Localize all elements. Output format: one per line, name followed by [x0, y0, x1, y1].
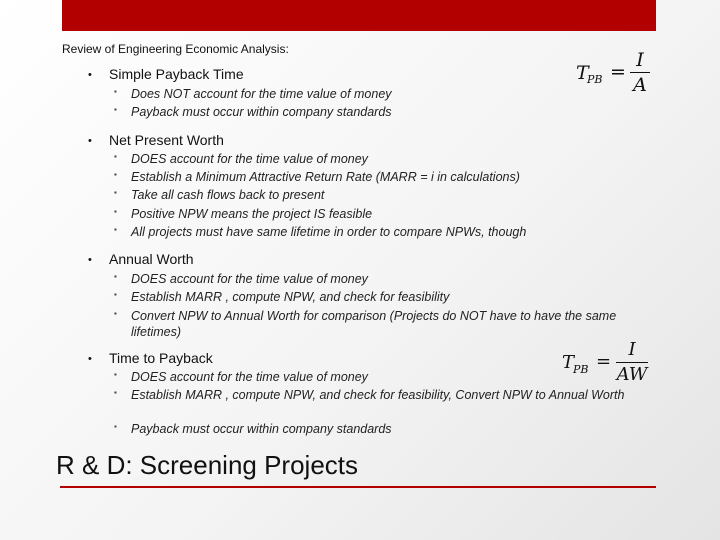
formula-lhs: T — [576, 62, 589, 84]
formula-equals: = — [596, 351, 612, 372]
sub-bullet-marker: ▪ — [114, 170, 117, 179]
formula-denominator: A — [633, 74, 647, 96]
sub-bullet-text: All projects must have same lifetime in order to compare NPWs, though — [131, 225, 527, 239]
formula-fraction — [616, 338, 648, 388]
bullet-dot: • — [88, 69, 92, 81]
formula-numerator: I — [628, 339, 636, 360]
formula-denominator: AW — [616, 364, 648, 385]
bullet-time-to-payback — [88, 350, 213, 366]
bullet-net-present-worth — [88, 132, 224, 148]
sub-bullet-marker: ▪ — [114, 272, 117, 281]
bullet-simple-payback-time — [88, 66, 244, 82]
bullet-annual-worth — [88, 251, 194, 267]
sub-bullet-text: Payback must occur within company standards — [131, 422, 392, 436]
bullet-dot: • — [88, 353, 92, 365]
sub-bullet-marker: ▪ — [114, 422, 117, 431]
sub-bullet-marker: ▪ — [114, 290, 117, 299]
sub-bullet-text: DOES account for the time value of money — [131, 152, 368, 166]
sub-bullet-text: DOES account for the time value of money — [131, 370, 368, 384]
sub-bullet-text: Establish MARR , compute NPW, and check for feasibility, Convert NPW to Annual Worth — [131, 388, 625, 402]
bullet-label: Simple Payback Time — [109, 66, 244, 82]
sub-bullet-marker: ▪ — [114, 152, 117, 161]
formula-fraction — [630, 48, 650, 98]
sub-bullet-text: Convert NPW to Annual Worth for comparison (Projects do NOT have to have the same lifetimes) — [131, 309, 617, 339]
sub-bullet-text: Positive NPW means the project IS feasible — [131, 207, 373, 221]
bullet-label: Annual Worth — [109, 251, 194, 267]
sub-bullet-marker: ▪ — [114, 87, 117, 96]
slide-heading: Review of Engineering Economic Analysis: — [62, 42, 289, 56]
bullet-label: Time to Payback — [109, 350, 213, 366]
top-accent-bar — [62, 0, 656, 31]
sub-bullet-marker: ▪ — [114, 225, 117, 234]
sub-bullet-marker: ▪ — [114, 370, 117, 379]
formula-numerator: I — [636, 49, 644, 71]
sub-bullet-text: Does NOT account for the time value of money — [131, 87, 392, 101]
bullet-dot: • — [88, 254, 92, 266]
sub-bullet-text: DOES account for the time value of money — [131, 272, 368, 286]
sub-bullet-text: Payback must occur within company standards — [131, 105, 392, 119]
sub-bullet-marker: ▪ — [114, 105, 117, 114]
formula-time-to-payback — [562, 338, 652, 388]
sub-bullet-marker: ▪ — [114, 188, 117, 197]
formula-equals: = — [610, 61, 626, 83]
formula-subscript: PB — [587, 73, 603, 86]
sub-bullet-marker: ▪ — [114, 388, 117, 397]
sub-bullet-marker: ▪ — [114, 207, 117, 216]
sub-bullet-text: Establish a Minimum Attractive Return Rate (MARR = i in calculations) — [131, 170, 520, 184]
sub-bullet-text: Take all cash flows back to present — [131, 188, 325, 202]
slide-title: R & D: Screening Projects — [56, 450, 359, 480]
title-underline — [60, 486, 656, 488]
formula-lhs: T — [562, 352, 575, 373]
sub-bullet-marker: ▪ — [114, 309, 117, 318]
sub-bullet-text: Establish MARR , compute NPW, and check for feasibility — [131, 290, 450, 304]
formula-simple-payback — [576, 48, 656, 98]
formula-subscript: PB — [573, 363, 589, 376]
bullet-dot: • — [88, 135, 92, 147]
bullet-label: Net Present Worth — [109, 132, 224, 148]
